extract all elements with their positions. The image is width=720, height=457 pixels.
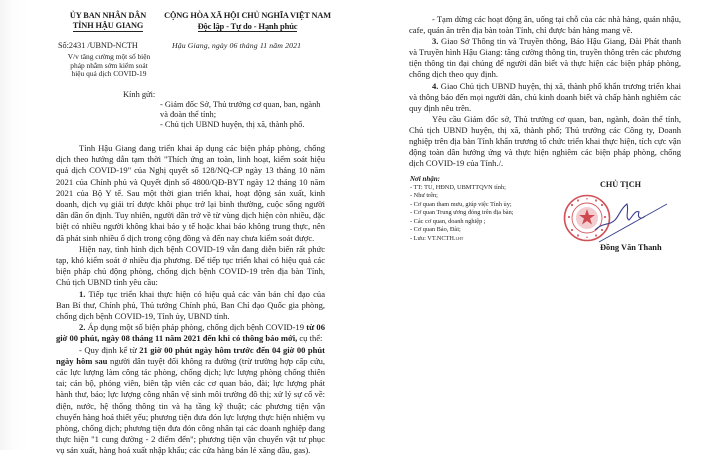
item-text: Giao Chủ tịch UBND huyện, thị xã, thành phố khẩn trương triển khai và thông báo đến mọi người dân, chủ kinh doanh biết và chấp hành nghiêm các quy định nêu trên. — [409, 80, 681, 113]
addressee-item: và đoàn thể tỉnh; — [160, 110, 217, 120]
paragraph-context: Tỉnh Hậu Giang đang triển khai áp dụng các biện pháp phòng, chống dịch theo hướng dẫn tạm thời "Thích ứng an toàn, linh hoạt, kiểm soát hiệu quả dịch COVID-19" của Nghị quyết số 128/NQ-CP ngày 13 tháng 10 năm 2021 của Chính phủ và Quyết định số 4800/QĐ-BYT ngày 12 tháng 10 năm 2021 của Bộ Y tế. Sau một thời gian triển khai, hoạt động sản xuất, kinh doanh, dịch vụ giải trí được khôi phục trở lại bình thường, cuộc sống người dân dần ổn định. Tuy nhiên, người dân trở về từ vùng dịch hiện còn nhiều, đặc biệt có nhiều người không khai báo y tế hoặc khai báo không trung thực, nên đã phát sinh nhiều ổ dịch trong cộng đồng và đến nay chưa kiểm soát được. — [56, 143, 325, 243]
item-text: Giao Sở Thông tin và Truyền thông, Báo Hậu Giang, Đài Phát thanh và Truyền hình Hậu Giang: tăng cường thông tin, truyền thông trên các phương tiện thông tin đại chúng để người dân biết và thực hiện các biện pháp phòng, chống dịch theo quy định. — [409, 36, 681, 80]
document-subject — [50, 53, 168, 79]
item-emphasis: từ 06 giờ 00 phút, ngày 08 tháng 11 năm 2021 đến khi có thông báo mới, — [56, 322, 325, 344]
issuing-agency — [48, 11, 168, 32]
bullet-text: người dân tuyệt đối không ra đường (trừ trường hợp cấp cứu, các lực lượng làm công tác phòng, chống dịch; lực lượng phòng chống thiên tai; cán bộ, phóng viên, biên tập viên các cơ quan báo, đài; lực lượng phát hành thư, báo; lực lượng công nhân vệ sinh môi trường đô thị; xử lý sự cố về: điện, nước, hệ thống thông tin và hạ tầng kỹ thuật; các phương tiện vận chuyển hàng hoá thiết yếu; phương tiện đưa đón lực lượng thực hiện nhiệm vụ phòng, chống dịch; phương tiện đưa đón công nhân tại các doanh nghiệp đang thực hiện "1 cung đường - 2 điểm đến"; phương tiện vận chuyển vật tư phục vụ sản xuất, hàng hoá xuất nhập khẩu; các cửa hàng bán lẻ xăng dầu, gas). — [56, 355, 325, 456]
signatory-title: CHỦ TỊCH — [600, 180, 642, 189]
addressee-item: - Chủ tịch UBND huyện, thị xã, thành phố. — [160, 120, 305, 130]
national-heading — [160, 11, 335, 32]
bullet-emphasis: 21 giờ 00 phút ngày hôm trước đến 04 giờ 00 phút ngày hôm sau — [56, 344, 325, 366]
agency-line-1: ỦY BAN NHÂN DÂN — [69, 11, 147, 20]
item-number: 2. — [79, 322, 86, 333]
item-number: 1. — [79, 288, 86, 299]
agency-line-2: TỈNH HẬU GIANG — [72, 21, 144, 30]
item-number: 3. — [432, 36, 439, 47]
item-1 — [56, 289, 325, 323]
recipients-title: Nơi nhận: — [410, 175, 441, 183]
recipients-block — [410, 175, 513, 243]
addressee-label: Kính gửi: — [123, 90, 156, 99]
archive-suffix: LHT — [455, 235, 464, 241]
item-2 — [56, 322, 325, 344]
bullet-curfew — [56, 345, 325, 457]
body-text-page-2 — [409, 14, 681, 169]
document-number: Số:2431 /UBND-NCTH — [58, 41, 138, 50]
item-text: Tiếp tục triển khai thực hiện có hiệu quả các văn bản chỉ đạo của Ban Bí thư, Chính phủ, Thủ tướng Chính phủ, Ban Chỉ đạo Quốc gia phòng, chống dịch bệnh COVID-19, Tỉnh ủy, UBND tỉnh. — [56, 288, 325, 322]
recipient-item: - Như trên; — [410, 192, 438, 199]
item-4 — [409, 81, 681, 114]
recipient-item: - Cơ quan Báo, Đài; — [410, 226, 461, 233]
subject-line: hiệu quả dịch COVID-19 — [71, 69, 147, 79]
bullet-dining: - Tạm dừng các hoạt động ăn, uống tại chỗ của các nhà hàng, quán nhậu, cafe, quán ăn trên địa bàn toàn Tỉnh, chỉ được bán hàng mang về. — [409, 14, 681, 36]
archive-text: - Lưu: VT.NCTH. — [410, 234, 456, 242]
addressee-item: - Giám đốc Sở, Thủ trưởng cơ quan, ban, ngành — [160, 100, 321, 109]
recipient-item: - Cơ quan Trung ương đóng trên địa bàn; — [410, 209, 514, 216]
signer-name: Đồng Văn Thanh — [600, 243, 662, 252]
motto: Độc lập - Tự do - Hạnh phúc — [197, 21, 298, 31]
bullet-text: - Quy định kể từ — [79, 344, 140, 355]
paragraph-situation: Hiện nay, tình hình dịch bệnh COVID-19 vẫn đang diễn biến rất phức tạp, khó kiểm soát ở nhiều địa phương. Để tiếp tục triển khai có hiệu quả các biện pháp chủ động phòng, chống dịch bệnh COVID-19 trên địa bàn Tỉnh, Chủ tịch UBND tỉnh yêu cầu: — [56, 243, 325, 288]
addressee-list — [160, 100, 320, 131]
item-text: Áp dụng một số biện pháp phòng, chống dịch bệnh COVID-19 — [85, 322, 307, 333]
recipient-item: - TT: TU, HĐND, UBMTTQVN tỉnh; — [410, 183, 506, 191]
recipient-item: - Cơ quan tham mưu, giúp việc Tỉnh ủy; — [410, 200, 512, 208]
document-page-1 — [0, 0, 360, 456]
place-date: Hậu Giang, ngày 06 tháng 11 năm 2021 — [172, 41, 302, 50]
recipient-item: - Các cơ quan, doanh nghiệp ; — [410, 217, 486, 225]
closing-paragraph: Yêu cầu Giám đốc sở, Thủ trưởng cơ quan, ban, ngành, đoàn thể tỉnh, Chủ tịch UBND huyện, thị xã, thành phố; Thủ trưởng các Công ty, Doanh nghiệp trên địa bàn Tỉnh khẩn trương tổ chức triển khai thực hiện, tích cực vận động toàn dân hưởng ứng và thực hiện nghiêm các biện pháp phòng, chống dịch COVID-19 của Tỉnh./. — [409, 113, 681, 169]
recipient-item — [410, 235, 513, 244]
subject-line: V/v tăng cường một số biện — [67, 52, 151, 61]
nation-title: CỘNG HÒA XÃ HỘI CHỦ NGHĨA VIỆT NAM — [164, 11, 331, 20]
handwritten-signature-icon — [585, 190, 675, 250]
item-3 — [409, 36, 681, 80]
item-number: 4. — [432, 80, 439, 91]
item-text: cụ thể: — [297, 333, 323, 344]
body-text-page-1 — [56, 143, 325, 457]
subject-line: pháp nhằm sớm kiểm soát — [70, 60, 148, 70]
